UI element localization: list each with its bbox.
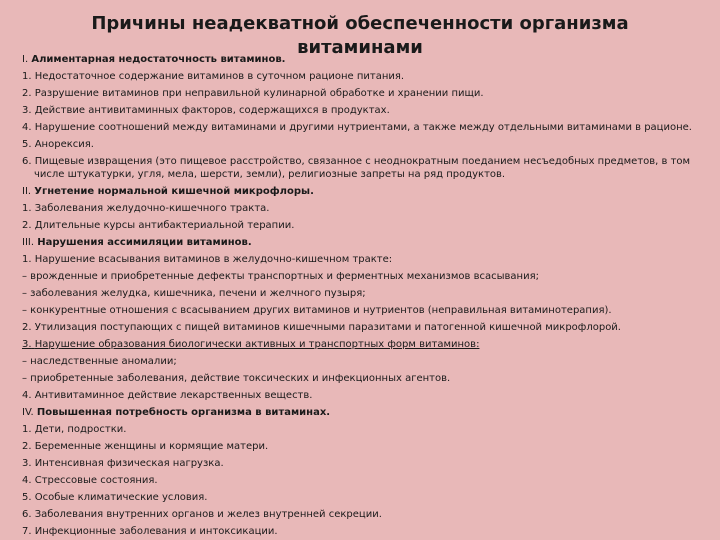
section-heading xyxy=(22,404,702,421)
list-item xyxy=(22,472,702,489)
item-text: – приобретенные заболевания, действие токсических и инфекционных агентов. xyxy=(22,373,451,384)
section-number: I. xyxy=(22,54,29,65)
item-text-continued: числе штукатурки, угля, мела, шерсти, земли), религиозные запреты на ряд продуктов. xyxy=(34,169,506,180)
list-item xyxy=(22,523,702,540)
list-item xyxy=(22,506,702,523)
item-text: – заболевания желудка, кишечника, печени и желчного пузыря; xyxy=(22,288,366,299)
list-item xyxy=(22,353,702,370)
section-number: II. xyxy=(22,186,32,197)
item-text: 6. Заболевания внутренних органов и желез внутренней секреции. xyxy=(22,509,382,520)
item-text: – конкурентные отношения с всасыванием других витаминов и нутриентов (неправильная витаминотерапия). xyxy=(22,305,612,316)
item-text: 1. Заболевания желудочно-кишечного тракта. xyxy=(22,203,270,214)
list-item xyxy=(22,200,702,217)
list-item xyxy=(22,155,702,181)
item-text: 3. Интенсивная физическая нагрузка. xyxy=(22,458,224,469)
section-end: . xyxy=(247,237,252,248)
item-text: 6. Пищевые извращения (это пищевое расстройство, связанное с неоднократным поеданием несъедобных предметов, в том xyxy=(22,156,691,167)
section-heading xyxy=(22,183,702,200)
item-end: : xyxy=(476,339,480,350)
section-name: Повышенная потребность организма в витаминах xyxy=(36,407,327,418)
section-heading xyxy=(22,234,702,251)
list-item xyxy=(22,319,702,336)
item-text: 2. Разрушение витаминов при неправильной кулинарной обработке и хранении пищи. xyxy=(22,88,484,99)
item-text: – врожденные и приобретенные дефекты транспортных и ферментных механизмов всасывания; xyxy=(22,271,539,282)
item-text: Нарушение образования биологически активных и транспортных форм витаминов xyxy=(34,339,477,350)
item-text: 1. Дети, подростки. xyxy=(22,424,127,435)
list-item xyxy=(22,119,702,136)
section-name: Нарушения ассимиляции витаминов xyxy=(37,237,248,248)
item-text: 4. Стрессовые состояния. xyxy=(22,475,158,486)
section-end: . xyxy=(281,54,286,65)
section-number: IV. xyxy=(22,407,34,418)
section-number: III. xyxy=(22,237,35,248)
list-item xyxy=(22,387,702,404)
item-text: 5. Особые климатические условия. xyxy=(22,492,208,503)
section-name: Угнетение нормальной кишечной микрофлоры xyxy=(34,186,311,197)
item-text: – наследственные аномалии; xyxy=(22,356,177,367)
list-item xyxy=(22,285,702,302)
causes-list xyxy=(22,51,702,540)
page-title: Причины неадекватной обеспеченности организма витаминами xyxy=(91,13,629,58)
list-item xyxy=(22,438,702,455)
item-text: 4. Нарушение соотношений между витаминами и другими нутриентами, а также между отдельными витаминами в рационе. xyxy=(22,122,692,133)
list-item xyxy=(22,85,702,102)
item-text: 2. Длительные курсы антибактериальной терапии. xyxy=(22,220,295,231)
list-item xyxy=(22,302,702,319)
item-number: 3. xyxy=(22,339,32,350)
list-item xyxy=(22,136,702,153)
list-item xyxy=(22,268,702,285)
section-heading xyxy=(22,51,702,68)
list-item xyxy=(22,489,702,506)
list-item xyxy=(22,68,702,85)
section-end: . xyxy=(326,407,331,418)
list-item xyxy=(22,102,702,119)
list-item xyxy=(22,455,702,472)
item-text: 3. Действие антивитаминных факторов, содержащихся в продуктах. xyxy=(22,105,390,116)
item-text: 1. Недостаточное содержание витаминов в суточном рационе питания. xyxy=(22,71,405,82)
list-item xyxy=(22,251,702,268)
item-text: 7. Инфекционные заболевания и интоксикации. xyxy=(22,526,278,537)
item-text: 2. Беременные женщины и кормящие матери. xyxy=(22,441,269,452)
item-text: 4. Антивитаминное действие лекарственных веществ. xyxy=(22,390,313,401)
list-item xyxy=(22,370,702,387)
list-item xyxy=(22,336,702,353)
list-item xyxy=(22,421,702,438)
item-text: 2. Утилизация поступающих с пищей витаминов кишечными паразитами и патогенной кишечной микрофлорой. xyxy=(22,322,621,333)
item-text: 1. Нарушение всасывания витаминов в желудочно-кишечном тракте: xyxy=(22,254,393,265)
list-item xyxy=(22,217,702,234)
item-text: 5. Анорексия. xyxy=(22,139,94,150)
section-end: . xyxy=(310,186,314,197)
section-name: Алиментарная недостаточность витаминов xyxy=(31,54,282,65)
